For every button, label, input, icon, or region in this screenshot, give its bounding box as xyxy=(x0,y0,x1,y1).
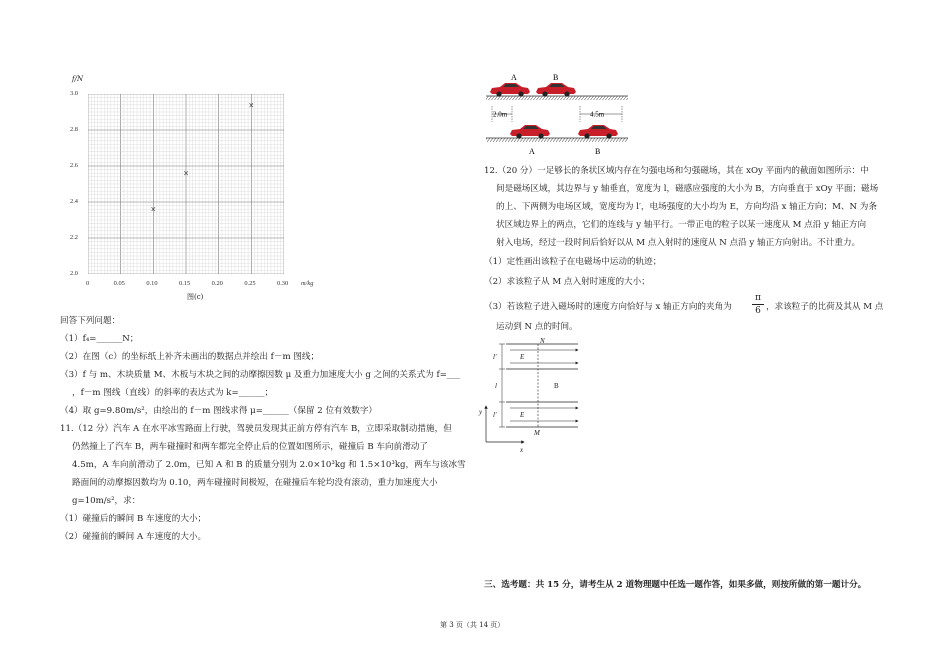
x-tick-label: 0 xyxy=(86,280,90,287)
graph-x-axis-label: m/kg xyxy=(301,280,314,287)
q11-line5: g=10m/s²，求： xyxy=(72,496,141,506)
y-tick-label: 2.2 xyxy=(70,234,78,241)
point-m: M xyxy=(534,429,540,437)
q11-sub1: （1）碰撞后的瞬间 B 车速度的大小； xyxy=(60,514,207,524)
q10-part2: （2）在图（c）的坐标纸上补齐未画出的数据点并绘出 f－m 图线； xyxy=(60,352,320,362)
y-tick-label: 2.4 xyxy=(70,198,78,205)
q12-line4: 状区域边界上的两点，它们的连线与 y 轴平行。一带正电的粒子以某一速度从 M 点沿 y 轴正方向 xyxy=(496,220,867,230)
x-tick-label: 0.30 xyxy=(277,280,289,287)
q12-line5: 射入电场，经过一段时间后恰好以从 M 点入射时的速度从 N 点沿 y 轴正方向射出。不计重力。 xyxy=(496,238,861,248)
fraction-bar xyxy=(752,304,764,305)
graph-caption: 图(c) xyxy=(187,293,204,301)
y-tick-label: 2.8 xyxy=(70,126,78,133)
car-collision-figure xyxy=(484,70,630,160)
q10-part3b: ，f－m 图线（直线）的斜率的表达式为 k=______； xyxy=(72,388,274,398)
fraction-denominator: 6 xyxy=(755,306,761,316)
q10-part3a: （3）f 与 m、木块质量 M、木板与木块之间的动摩擦因数 μ 及重力加速度大小 g 之间的关系式为 f=___ xyxy=(60,370,460,380)
x-tick-label: 0.20 xyxy=(211,280,223,287)
q11-line2: 仍然撞上了汽车 B，两车碰撞时和两车都完全停止后的位置如图所示，碰撞后 B 车向前滑动了 xyxy=(72,442,428,452)
q12-line2: 间是磁场区域，其边界与 y 轴垂直，宽度为 l，磁感应强度的大小为 B，方向垂直于 xOy 平面；磁场 xyxy=(496,184,879,194)
x-tick-label: 0.15 xyxy=(179,280,191,287)
car-a-top xyxy=(490,83,530,97)
data-point-2: × xyxy=(183,169,189,178)
q10-part4: （4）取 g=9.80m/s²，由绘出的 f－m 图线求得 μ=______（保留 2 位有效数字） xyxy=(60,406,378,416)
dist-a: 2.0m xyxy=(493,110,508,119)
fraction-numerator: π xyxy=(755,293,761,303)
label-l-bottom: l′ xyxy=(493,411,497,419)
label-e-top: E xyxy=(520,353,525,361)
car-a-bottom xyxy=(510,125,550,139)
label-l-top: l′ xyxy=(493,353,497,361)
q11-line1: 11.（12 分）汽车 A 在水平冰雪路面上行驶，驾驶员发现其正前方停有汽车 B，立即采取制动措施，但 xyxy=(60,424,452,434)
road-bottom xyxy=(486,138,628,142)
q12-sub3a: （3）若该粒子进入磁场时的速度方向恰好与 x 轴正方向的夹角为 xyxy=(484,302,732,312)
y-tick-label: 3.0 xyxy=(70,90,78,97)
q11-sub2: （2）碰撞前的瞬间 A 车速度的大小。 xyxy=(60,532,207,542)
q10-intro: 回答下列问题： xyxy=(60,316,121,326)
fm-graph xyxy=(88,94,284,274)
data-point-1: × xyxy=(150,205,157,214)
point-n: N xyxy=(540,337,545,345)
x-tick-label: 0.05 xyxy=(113,280,125,287)
q12-sub3b: ，求该粒子的比荷及其从 M 点 xyxy=(766,302,884,312)
label-a-top: A xyxy=(511,73,517,82)
car-b-top xyxy=(536,83,576,97)
q12-line1: 12.（20 分）一足够长的条状区域内存在匀强电场和匀强磁场，其在 xOy 平面内的截面如图所示：中 xyxy=(484,166,869,176)
label-b-bottom: B xyxy=(595,147,601,156)
y-tick-label: 2.0 xyxy=(70,270,78,277)
q10-part1: （1）f₄=______N； xyxy=(60,334,139,344)
section-3-heading: 三、选考题：共 15 分，请考生从 2 道物理题中任选一题作答，如果多做，则按所做的第一题计分。 xyxy=(484,580,867,590)
x-tick-label: 0.25 xyxy=(244,280,256,287)
label-l-mid: l xyxy=(495,382,497,390)
q11-line3: 4.5m，A 车向前滑动了 2.0m，已知 A 和 B 的质量分别为 2.0×10³kg 和 1.5×10³kg，两车与该冰雪 xyxy=(72,460,466,470)
road-top xyxy=(486,96,628,100)
page-footer: 第 3 页（共 14 页） xyxy=(440,621,505,629)
q11-line4: 路面间的动摩擦因数均为 0.10，两车碰撞时间极短，在碰撞后车轮均没有滚动，重力加速度大小 xyxy=(72,478,438,488)
axis-x-label: x xyxy=(520,446,524,454)
q12-line3: 的上、下两侧为电场区域，宽度均为 l′，电场强度的大小均为 E，方向均沿 x 轴正方向；M、N 为条 xyxy=(496,202,877,212)
x-tick-label: 0.10 xyxy=(146,280,158,287)
label-a-bottom: A xyxy=(529,147,535,156)
car-b-bottom xyxy=(578,125,618,139)
y-tick-label: 2.6 xyxy=(70,162,78,169)
fraction-pi-over-6 xyxy=(752,293,764,316)
data-point-3: × xyxy=(248,101,255,110)
label-b-top: B xyxy=(553,73,559,82)
dist-b: 4.5m xyxy=(590,110,605,119)
q12-sub3c: 运动到 N 点的时间。 xyxy=(496,322,578,332)
graph-y-axis-label: f/N xyxy=(72,75,84,83)
axis-y-label: y xyxy=(479,408,483,416)
label-b: B xyxy=(554,382,559,390)
field-region-figure xyxy=(478,336,584,458)
q12-sub1: （1）定性画出该粒子在电磁场中运动的轨迹； xyxy=(484,257,662,267)
label-e-bottom: E xyxy=(520,411,525,419)
q12-sub2: （2）求该粒子从 M 点入射时速度的大小； xyxy=(484,277,650,287)
